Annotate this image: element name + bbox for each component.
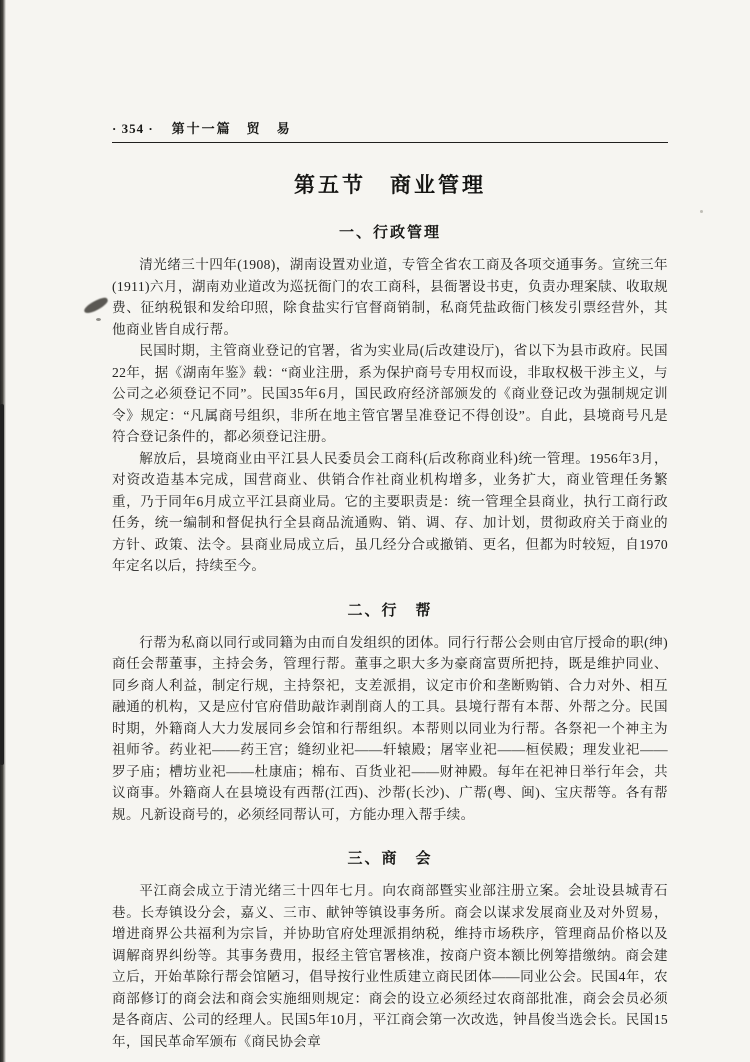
paragraph: 行帮为私商以同行或同籍为由而自发组织的团体。同行行帮公会则由官厅授命的职(绅)商任会帮董事，主持会务，管理行帮。董事之职大多为豪商富贾所把持，既是维护同业、同乡商人利益，制定行规，主持祭祀，支差派捐，议定市价和垄断购销、合力对外、相互融通的机构，又是应付官府借助敲诈剥削商人的工具。县境行帮有本帮、外帮之分。民国时期，外籍商人大力发展同乡会馆和行帮组织。本帮则以同业为行帮。各祭祀一个神主为祖师爷。药业祀——药王宫；缝纫业祀——轩辕殿；屠宰业祀——桓侯殿；理发业祀——罗子庙；槽坊业祀——杜康庙；棉布、百货业祀——财神殿。每年在祀神日举行年会，共议商事。外籍商人在县境设有西帮(江西)、沙帮(长沙)、广帮(粤、闽)、宝庆帮等。各有帮规。凡新设商号的，必须经同帮认可，方能办理入帮手续。	[112, 634, 668, 822]
subsection-heading-administration: 一、行政管理	[338, 225, 441, 241]
page-number: · 354 ·	[112, 121, 154, 136]
paragraph: 解放后，县境商业由平江县人民委员会工商科(后改称商业科)统一管理。1956年3月，对资改造基本完成，国营商业、供销合作社商业机构增多，业务扩大，商业管理任务繁重，乃于同年6月成立平江县商业局。它的主要职责是：统一管理全县商业，执行工商行政任务，统一编制和督促执行全县商品流通购、销、调、存、加计划，贯彻政府关于商业的方针、政策、法令。县商业局成立后，虽几经分合或撤销、更名，但都为时较短，自1970年定名以后，持续至今。	[112, 450, 668, 573]
running-header	[112, 118, 668, 137]
scan-artifact-speck	[96, 318, 101, 321]
scan-artifact-left-edge	[0, 0, 6, 1062]
part-title: 第十一篇 贸 易	[171, 121, 292, 136]
page-content	[112, 118, 668, 1052]
section-guilds	[112, 599, 668, 826]
paragraph: 平江商会成立于清光绪三十四年七月。向农商部暨实业部注册立案。会址设县城青石巷。长寿镇设分会，嘉义、三市、献钟等镇设事务所。商会以谋求发展商业及对外贸易，增进商界公共福利为宗旨，并协助官府处理派捐纳税，维持市场秩序，管理商品价格以及调解商界纠纷等。其事务费用，报经主管官署核准，按商户资本额比例筹措缴纳。商会建立后，开始革除行帮会馆陋习，倡导按行业性质建立商民团体——同业公会。民国4年，农商部修订的商会法和商会实施细则规定：商会的设立必须经过农商部批准，商会会员必须是各商店、公司的经理人。民国5年10月，平江商会第一次改选，钟昌俊当选会长。民国15年，国民革命军颁布《商民协会章	[112, 883, 668, 1049]
chapter-title: 第五节 商业管理	[294, 173, 486, 197]
scan-artifact-speck	[700, 210, 703, 213]
subsection-heading-guilds: 二、行 帮	[347, 602, 433, 619]
header-rule	[112, 142, 668, 143]
paragraph: 民国时期，主管商业登记的官署，省为实业局(后改建设厅)，省以下为县市政府。民国22年，据《湖南年鉴》载：“商业注册，系为保护商号专用权而设，非取权极干涉主义，与公司之必须登记不同”。民国35年6月，国民政府经济部颁发的《商业登记改为强制规定训令》规定：“凡属商号组织，非所在地主管官署呈准登记不得创设”。自此，县境商号凡是符合登记条件的，都必须登记注册。	[112, 343, 668, 444]
subsection-heading-chamber: 三、商 会	[347, 851, 433, 867]
paragraph: 清光绪三十四年(1908)，湖南设置劝业道，专管全省农工商及各项交通事务。宣统三年(1911)六月，湖南劝业道改为巡抚衙门的农工商科，县衙署设书吏，负责办理案牍、收取规费、征纳税银和发给印照，除食盐实行官督商销制，私商凭盐政衙门核发引票经营外，其他商业皆自成行帮。	[112, 257, 668, 337]
section-administration	[112, 221, 668, 577]
scan-artifact-ink-smudge	[82, 296, 109, 316]
section-chamber-of-commerce	[112, 847, 668, 1052]
